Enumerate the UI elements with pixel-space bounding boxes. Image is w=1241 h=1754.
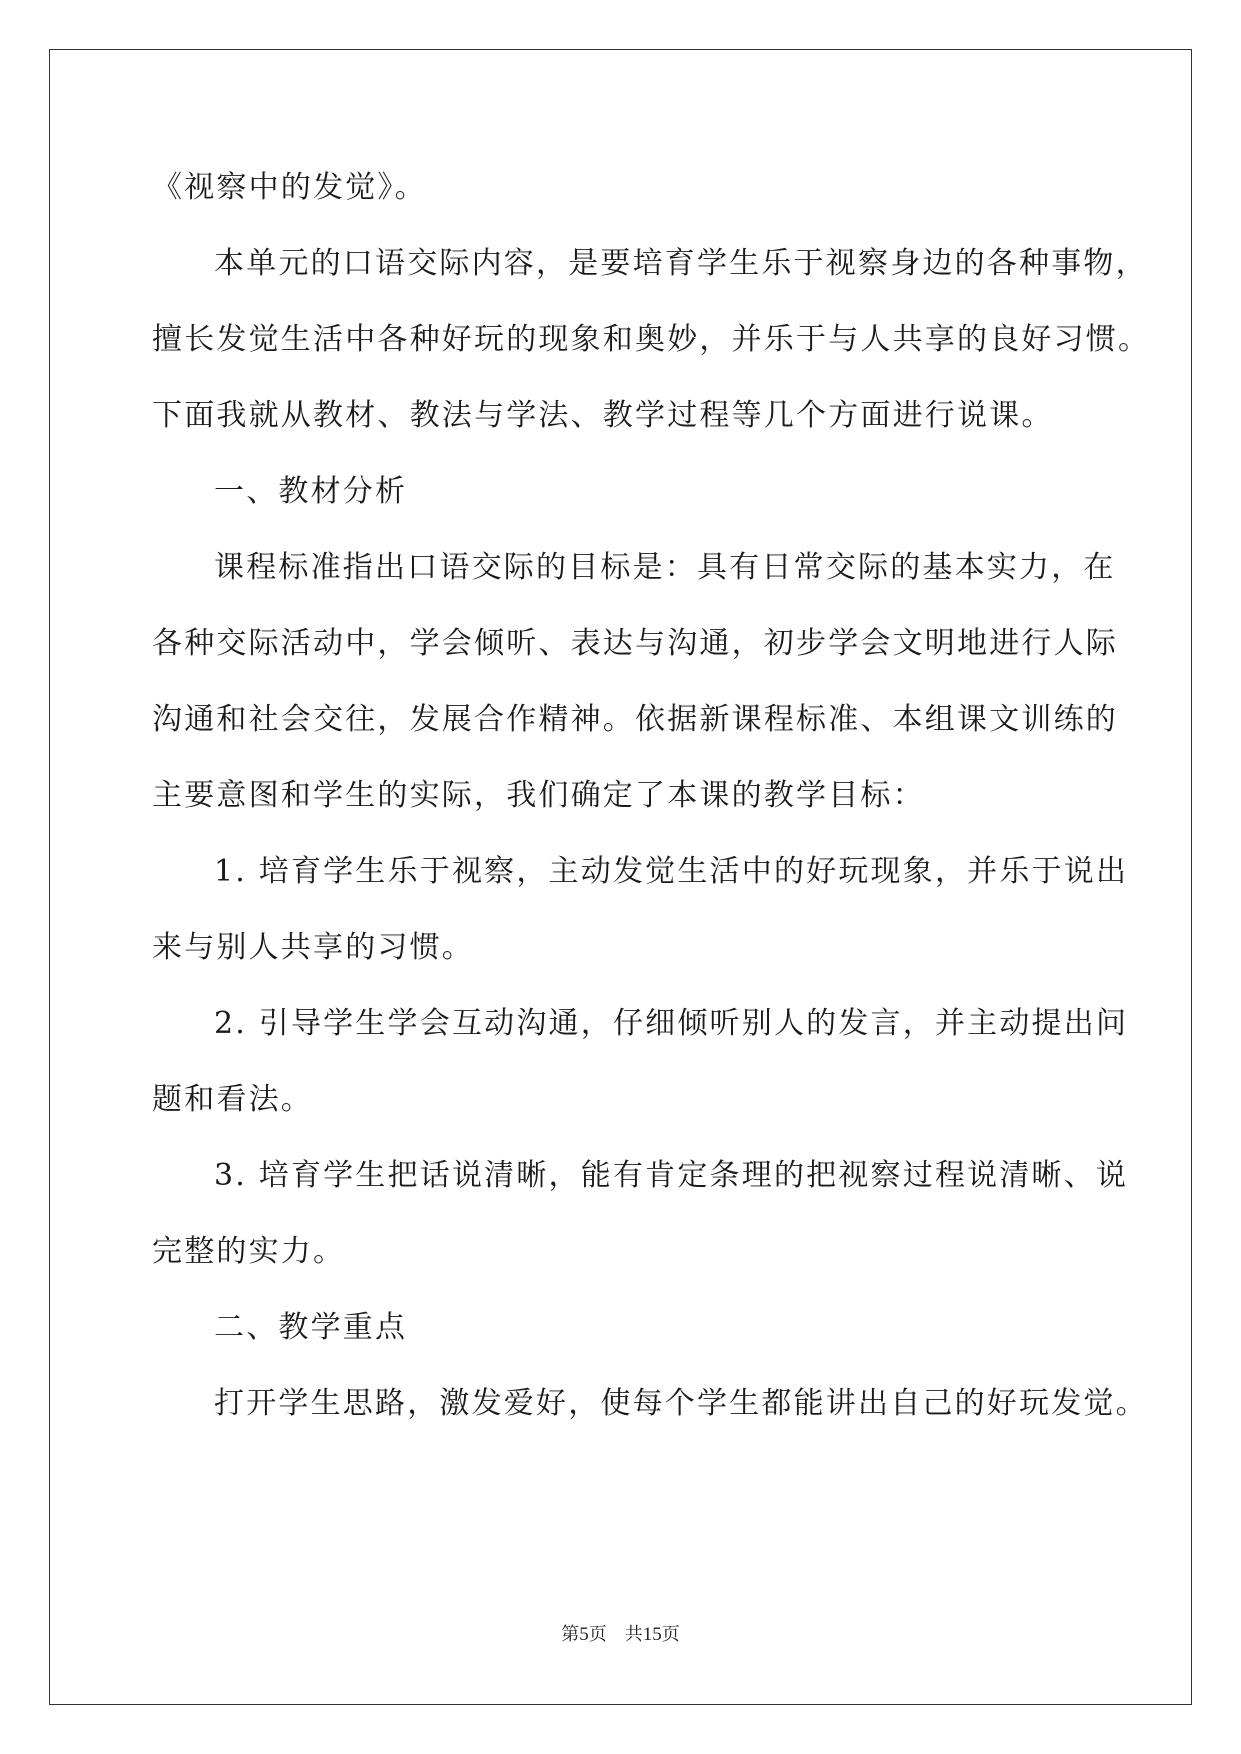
text-line: 下面我就从教材、教法与学法、教学过程等几个方面进行说课。 [152,398,1054,433]
text-line: 课程标准指出口语交际的目标是：具有日常交际的基本实力，在 [214,550,1116,585]
text-line: 《视察中的发觉》。 [152,170,427,205]
list-item: 3. 培育学生把话说清晰，能有肯定条理的把视察过程说清晰、说 [214,1158,1129,1193]
page-footer [0,1620,1241,1646]
text-line: 各种交际活动中，学会倾听、表达与沟通，初步学会文明地进行人际 [152,626,1118,661]
text-line: 沟通和社会交往，发展合作精神。依据新课程标准、本组课文训练的 [152,702,1118,737]
text-line: 主要意图和学生的实际，我们确定了本课的教学目标： [152,778,925,813]
page-prefix: 第 [561,1624,580,1645]
text-line: 题和看法。 [152,1082,313,1117]
section-heading: 二、教学重点 [214,1310,408,1345]
text-line: 完整的实力。 [152,1234,346,1269]
text-line: 擅长发觉生活中各种好玩的现象和奥妙，并乐于与人共享的良好习惯。 [152,322,1151,357]
total-prefix: 共 [624,1624,643,1645]
text-line: 打开学生思路，激发爱好，使每个学生都能讲出自己的好玩发觉。 [214,1386,1148,1421]
section-heading: 一、教材分析 [214,474,408,509]
list-item: 1. 培育学生乐于视察，主动发觉生活中的好玩现象，并乐于说出 [214,854,1129,889]
total-pages: 15 [642,1624,662,1645]
text-line: 本单元的口语交际内容，是要培育学生乐于视察身边的各种事物， [214,246,1148,281]
page-suffix: 页 [588,1624,607,1645]
page-number: 5 [579,1624,589,1645]
list-item: 2. 引导学生学会互动沟通，仔细倾听别人的发言，并主动提出问 [214,1006,1129,1041]
document-body [152,150,1151,1442]
total-suffix: 页 [661,1624,680,1645]
text-line: 来与别人共享的习惯。 [152,930,474,965]
